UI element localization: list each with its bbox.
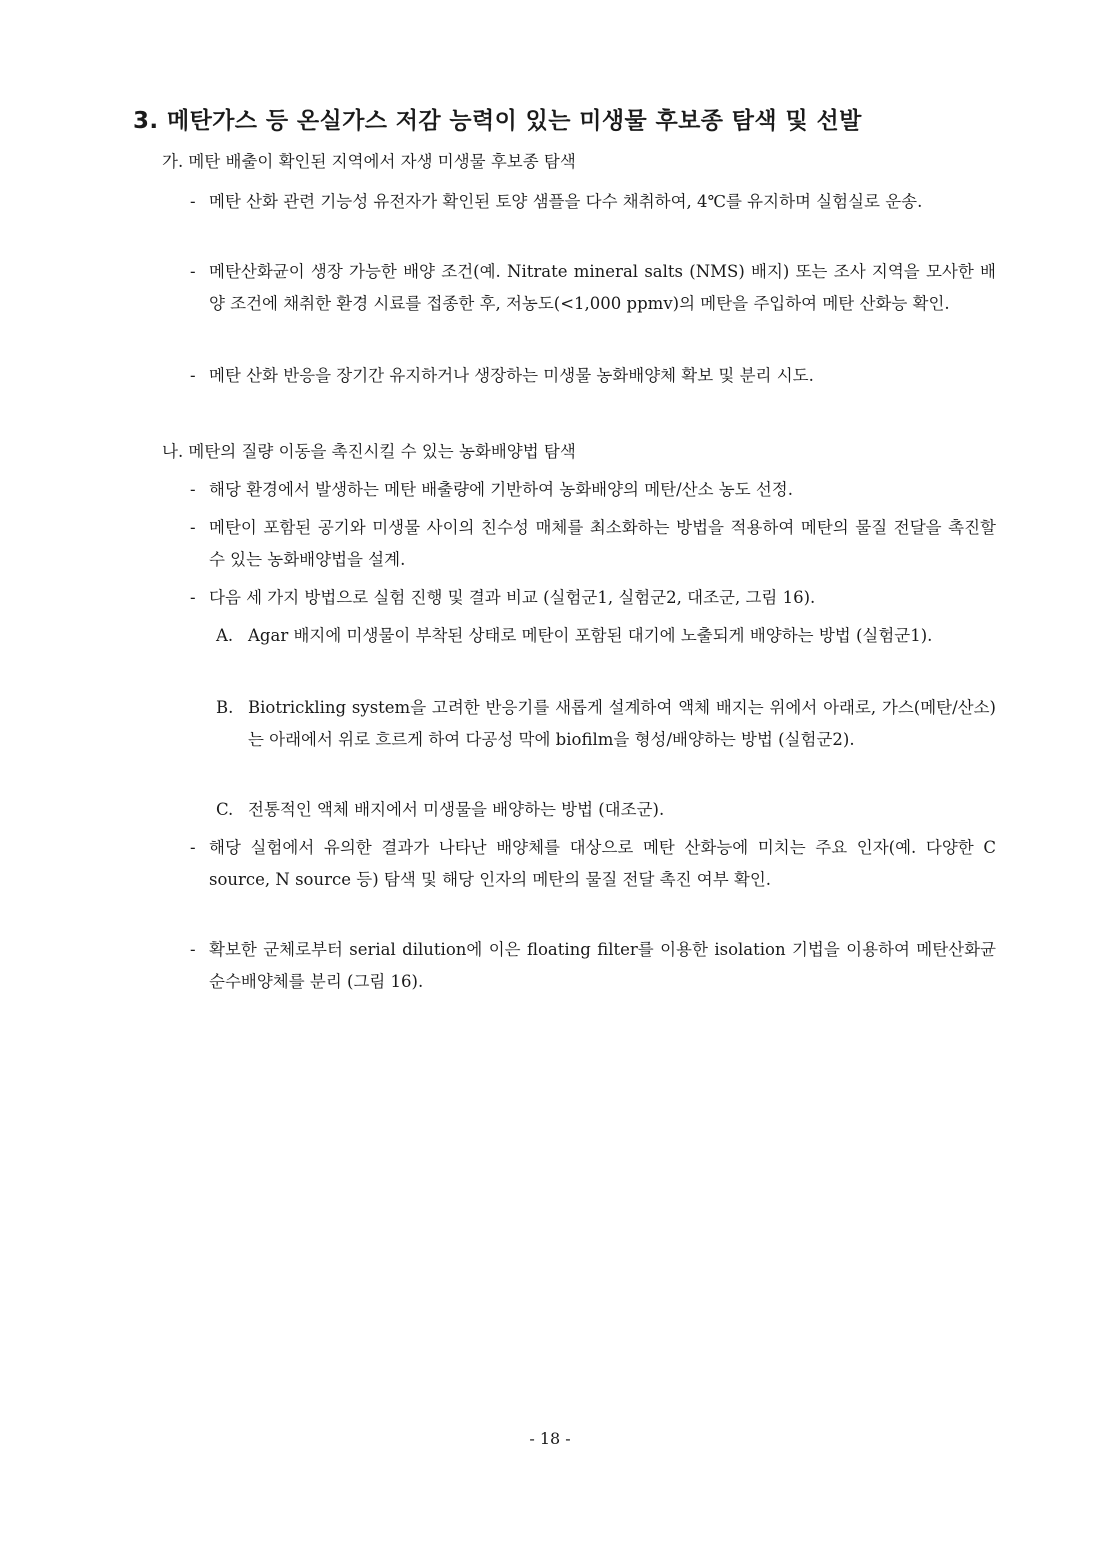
option-text: Biotrickling system을 고려한 반응기를 새롭게 설계하여 액체 배지는 위에서 아래로, 가스(메탄/산소)는 아래에서 위로 흐르게 하여 다공성 막에 biofilm을 형성/배양하는 방법 (실험군2). <box>248 698 996 749</box>
bullet-dash: - <box>190 480 196 499</box>
list-item <box>190 832 996 896</box>
list-item-text: 메탄이 포함된 공기와 미생물 사이의 친수성 매체를 최소화하는 방법을 적용하여 메탄의 물질 전달을 촉진할 수 있는 농화배양법을 설계. <box>209 518 996 569</box>
list-item-text: 메탄 산화 반응을 장기간 유지하거나 생장하는 미생물 농화배양체 확보 및 분리 시도. <box>209 366 814 385</box>
list-item <box>190 360 996 392</box>
list-item-text: 메탄산화균이 생장 가능한 배양 조건(예. Nitrate mineral salts (NMS) 배지) 또는 조사 지역을 모사한 배양 조건에 채취한 환경 시료를 접종한 후, 저농도(<1,000 ppmv)의 메탄을 주입하여 메탄 산화능 확인. <box>209 262 996 313</box>
option-marker: B. <box>216 698 234 717</box>
option-a <box>216 620 996 652</box>
list-item-text: 해당 환경에서 발생하는 메탄 배출량에 기반하여 농화배양의 메탄/산소 농도 선정. <box>209 480 793 499</box>
list-item <box>190 582 996 614</box>
option-text: Agar 배지에 미생물이 부착된 상태로 메탄이 포함된 대기에 노출되게 배양하는 방법 (실험군1). <box>248 626 933 645</box>
bullet-dash: - <box>190 940 196 959</box>
list-item-text: 확보한 군체로부터 serial dilution에 이은 floating filter를 이용한 isolation 기법을 이용하여 메탄산화균 순수배양체를 분리 (그림 16). <box>209 940 996 991</box>
list-item <box>190 256 996 320</box>
bullet-dash: - <box>190 262 196 281</box>
list-item-text: 해당 실험에서 유의한 결과가 나타난 배양체를 대상으로 메탄 산화능에 미치는 주요 인자(예. 다양한 C source, N source 등) 탐색 및 해당 인자의 메탄의 물질 전달 촉진 여부 확인. <box>209 838 996 889</box>
page-number: - 18 - <box>529 1429 571 1448</box>
subsection-title-ga: 가. 메탄 배출이 확인된 지역에서 자생 미생물 후보종 탐색 <box>162 152 576 171</box>
list-item <box>190 474 996 506</box>
list-item <box>190 934 996 998</box>
subsection-title-na: 나. 메탄의 질량 이동을 촉진시킬 수 있는 농화배양법 탐색 <box>162 442 576 461</box>
bullet-dash: - <box>190 518 196 537</box>
bullet-dash: - <box>190 192 196 211</box>
list-item-text: 메탄 산화 관련 기능성 유전자가 확인된 토양 샘플을 다수 채취하여, 4℃를 유지하며 실험실로 운송. <box>209 192 923 211</box>
list-item-text: 다음 세 가지 방법으로 실험 진행 및 결과 비교 (실험군1, 실험군2, 대조군, 그림 16). <box>209 588 816 607</box>
option-marker: C. <box>216 800 234 819</box>
list-item <box>190 512 996 576</box>
section-title: 3. 메탄가스 등 온실가스 저감 능력이 있는 미생물 후보종 탐색 및 선발 <box>133 108 862 134</box>
option-marker: A. <box>216 626 234 645</box>
bullet-dash: - <box>190 588 196 607</box>
option-c <box>216 794 996 826</box>
bullet-dash: - <box>190 366 196 385</box>
option-b <box>216 692 996 756</box>
option-text: 전통적인 액체 배지에서 미생물을 배양하는 방법 (대조군). <box>248 800 665 819</box>
bullet-dash: - <box>190 838 196 857</box>
list-item <box>190 186 996 218</box>
